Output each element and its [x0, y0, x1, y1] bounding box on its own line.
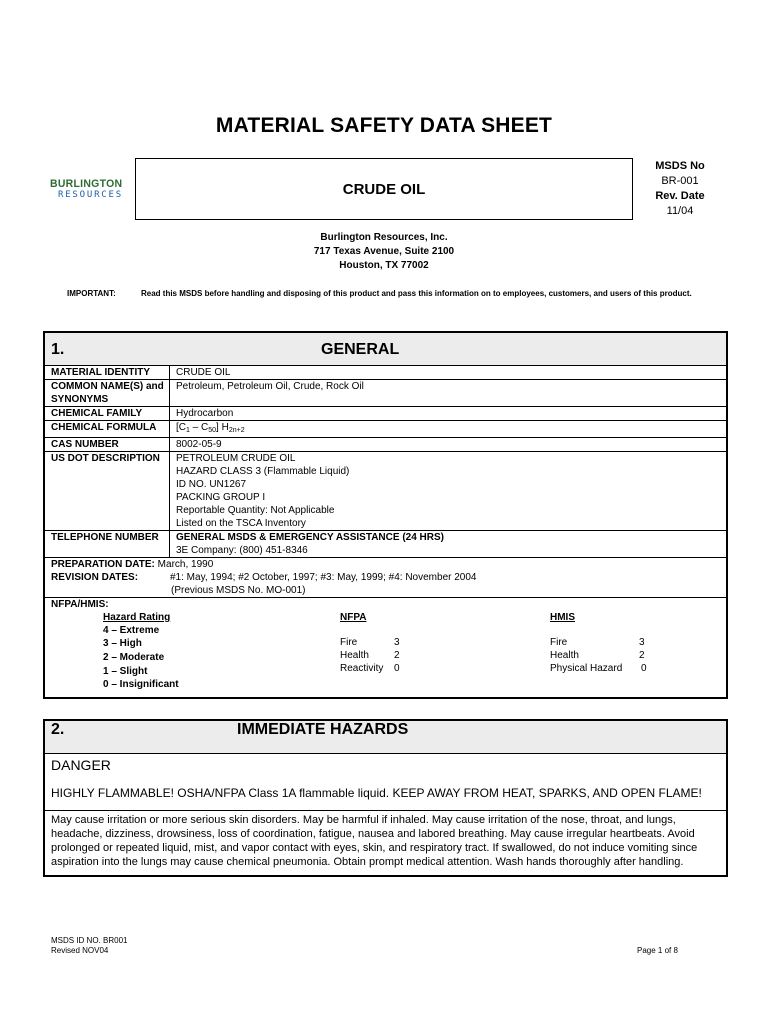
health-effects: May cause irritation or more serious skin disorders. May be harmful if inhaled. May cause irritation of the nose, throat, and lungs, headache, dizziness, drowsiness, loss of coordination, fatigue, nausea and labored breathing. May cause irregular heartbeats. Avoid prolonged or repeated liquid, mist, and vapor contact with eyes, skin, and respiratory tract. If swallowed, do not induce vomiting since aspiration into the lungs may cause chemical pneumonia. Obtain prompt medical attention. Wash hands thoroughly after handling.	[51, 814, 698, 868]
company-logo	[50, 178, 132, 202]
footer-left	[51, 936, 127, 956]
formula-text: ] H	[216, 422, 229, 433]
row-cas-number	[44, 438, 727, 452]
formula-text: – C	[189, 422, 209, 433]
row-chemical-formula	[44, 421, 727, 438]
hazard-ratings-grid	[51, 611, 726, 697]
section-title: IMMEDIATE HAZARDS	[237, 721, 409, 738]
telephone-heading: GENERAL MSDS & EMERGENCY ASSISTANCE (24 HRS)	[176, 532, 445, 543]
nfpa-item-value: 2	[394, 650, 400, 661]
hazard-rating-heading: Hazard Rating	[103, 612, 171, 623]
field-value: CRUDE OIL	[170, 366, 728, 380]
hmis-item-name: Fire	[550, 637, 568, 648]
row-dates	[44, 558, 727, 598]
field-label: US DOT DESCRIPTION	[44, 452, 170, 531]
company-name: Burlington Resources, Inc.	[320, 232, 448, 243]
telephone-info	[170, 531, 728, 558]
field-value: 8002-05-9	[170, 438, 728, 452]
field-label: MATERIAL IDENTITY	[44, 366, 170, 380]
formula-subscript: 1	[186, 427, 190, 434]
nfpa-item-name: Reactivity	[340, 663, 384, 674]
logo-text-top: BURLINGTON	[50, 178, 123, 190]
dot-line: ID NO. UN1267	[176, 479, 247, 490]
field-label: CHEMICAL FORMULA	[44, 421, 170, 438]
chemical-formula	[170, 421, 728, 438]
important-label: IMPORTANT:	[67, 289, 116, 298]
nfpa-item-name: Health	[340, 650, 369, 661]
section-number: 2.	[51, 721, 65, 738]
nfpa-item-name: Fire	[340, 637, 358, 648]
footer-revised: Revised NOV04	[51, 946, 109, 955]
hmis-item-value: 3	[639, 637, 645, 648]
nfpa-item-value: 0	[394, 663, 400, 674]
important-text: Read this MSDS before handling and disposing of this product and pass this information on to employees, customers, and users of this product.	[141, 289, 692, 298]
company-street: 717 Texas Avenue, Suite 2100	[313, 246, 455, 257]
msds-no-label: MSDS No	[655, 160, 705, 172]
row-telephone	[44, 531, 727, 558]
telephone-number: 3E Company: (800) 451-8346	[176, 545, 308, 556]
prep-date-label: PREPARATION DATE:	[51, 559, 155, 570]
dates-block	[44, 558, 727, 598]
footer-msds-id: MSDS ID NO. BR001	[51, 936, 128, 945]
dot-line: Listed on the TSCA Inventory	[176, 518, 306, 529]
product-name: CRUDE OIL	[342, 180, 426, 198]
rating-item: 0 – Insignificant	[103, 679, 179, 690]
section-title: GENERAL	[321, 340, 400, 358]
formula-text: [C	[176, 422, 186, 433]
rating-item: 3 – High	[103, 638, 142, 649]
formula-subscript: 50	[208, 427, 217, 434]
row-health-effects	[44, 811, 727, 877]
nfpa-heading: NFPA	[340, 612, 367, 623]
dot-description	[170, 452, 728, 531]
dot-line: HAZARD CLASS 3 (Flammable Liquid)	[176, 466, 350, 477]
field-label: COMMON NAME(S) and SYNONYMS	[44, 380, 170, 407]
row-danger	[44, 754, 727, 811]
section-header	[44, 332, 727, 366]
field-label: CHEMICAL FAMILY	[44, 407, 170, 421]
dot-line: PACKING GROUP I	[176, 492, 266, 503]
signal-word: DANGER	[51, 757, 111, 773]
row-dot-description	[44, 452, 727, 531]
field-value: Hydrocarbon	[170, 407, 728, 421]
row-material-identity	[44, 366, 727, 380]
hmis-item-value: 2	[639, 650, 645, 661]
document-title: MATERIAL SAFETY DATA SHEET	[215, 114, 553, 137]
hmis-item-name: Physical Hazard	[550, 663, 623, 674]
section-general	[43, 331, 728, 699]
company-address-block	[0, 231, 768, 273]
row-common-names	[44, 380, 727, 407]
revision-label: REVISION DATES:	[51, 572, 139, 583]
msds-no: BR-001	[661, 175, 699, 187]
formula-subscript: 2n+2	[228, 427, 245, 434]
hmis-item-name: Health	[550, 650, 579, 661]
danger-statement: HIGHLY FLAMMABLE! OSHA/NFPA Class 1A flammable liquid. KEEP AWAY FROM HEAT, SPARKS, AND OPEN FLAME!	[51, 786, 702, 800]
nfpa-hmis-label: NFPA/HMIS:	[51, 599, 109, 610]
rating-item: 2 – Moderate	[103, 652, 165, 663]
dot-line: Reportable Quantity: Not Applicable	[176, 505, 335, 516]
section-number: 1.	[51, 340, 65, 358]
section-header	[44, 720, 727, 754]
field-value: Petroleum, Petroleum Oil, Crude, Rock Oil	[170, 380, 728, 407]
rating-item: 4 – Extreme	[103, 625, 160, 636]
page-number: Page 1 of 8	[637, 946, 678, 955]
nfpa-item-value: 3	[394, 637, 400, 648]
field-label: CAS NUMBER	[44, 438, 170, 452]
company-city: Houston, TX 77002	[339, 260, 429, 271]
rev-date: 11/04	[666, 205, 694, 217]
rev-date-label: Rev. Date	[655, 190, 705, 202]
logo-text-bottom: RESOURCES	[58, 190, 123, 200]
field-label: TELEPHONE NUMBER	[44, 531, 170, 558]
prep-date: March, 1990	[157, 559, 214, 570]
section-immediate-hazards	[43, 719, 728, 877]
product-name-box	[135, 158, 633, 220]
msds-info	[640, 159, 720, 219]
hmis-heading: HMIS	[550, 612, 575, 623]
row-chemical-family	[44, 407, 727, 421]
row-nfpa-hmis	[44, 598, 727, 699]
dot-line: PETROLEUM CRUDE OIL	[176, 453, 296, 464]
previous-msds: (Previous MSDS No. MO-001)	[171, 585, 306, 596]
hmis-item-value: 0	[641, 663, 647, 674]
revision-dates: #1: May, 1994; #2 October, 1997; #3: May, 1999; #4: November 2004	[170, 572, 477, 583]
rating-item: 1 – Slight	[103, 666, 148, 677]
